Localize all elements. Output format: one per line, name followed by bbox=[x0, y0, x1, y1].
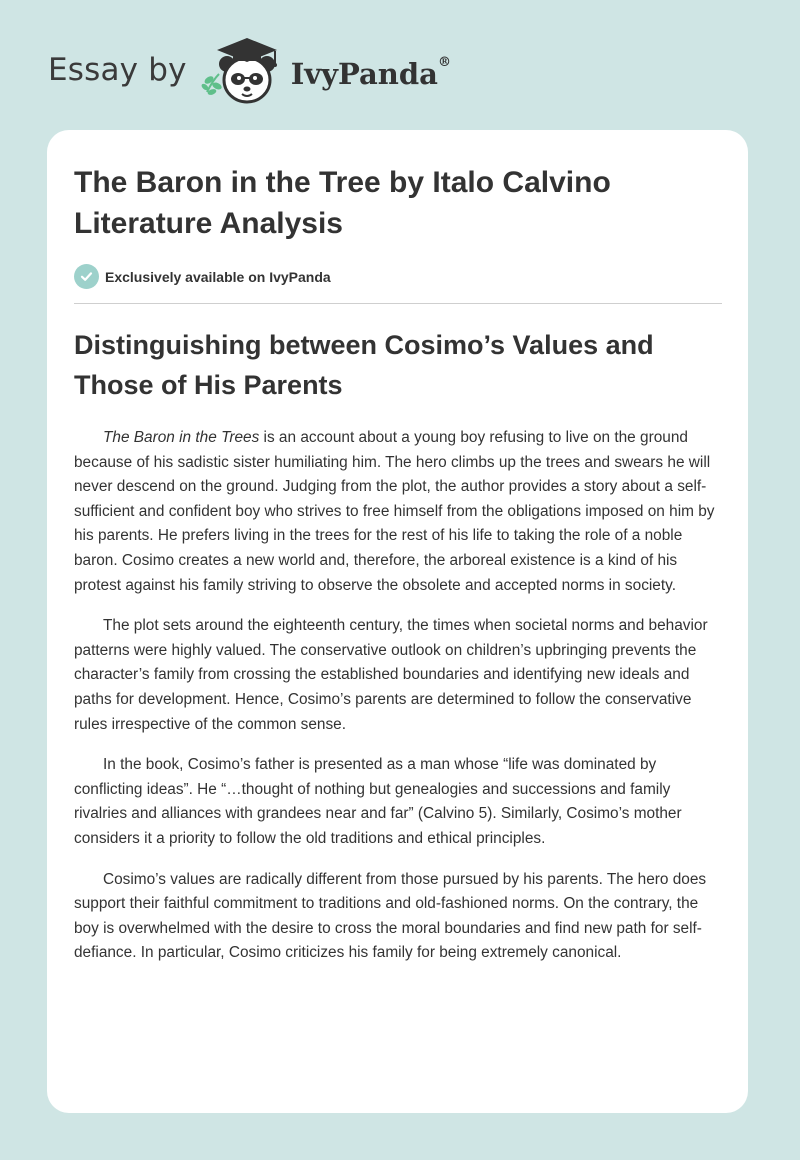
brand-name[interactable] bbox=[291, 57, 451, 91]
panda-logo-icon[interactable] bbox=[197, 34, 289, 110]
paragraph: In the book, Cosimo’s father is presented as a man whose “life was dominated by conflicting ideas”. He “…thought of nothing but genealogies and successions and family rivalries and alliances with grandees near and far” (Calvino 5). Similarly, Cosimo’s mother considers it a priority to follow the old traditions and ethical principles. bbox=[74, 756, 682, 847]
book-title-italic: The Baron in the Trees bbox=[103, 429, 260, 446]
essay-by-label: Essay by bbox=[48, 52, 187, 88]
brand-text: IvyPanda bbox=[290, 57, 438, 91]
exclusive-badge bbox=[74, 264, 331, 289]
paragraph bbox=[74, 426, 725, 598]
exclusive-label: Exclusively available on IvyPanda bbox=[105, 268, 331, 285]
paragraph-text: is an account about a young boy refusing to live on the ground because of his sadistic sister humiliating him. The hero climbs up the trees and swears he will never descend on the ground. Judging from the plot, the author provides a story about a self-sufficient and confident boy who strives to free himself from the obligations imposed on him by his parents. He prefers living in the trees for the rest of his life to taking the role of a noble baron. Cosimo creates a new world and, therefore, the arboreal existence is a kind of his protest against his family striving to observe the obsolete and accepted norms in society. bbox=[74, 429, 715, 594]
section-heading: Distinguishing between Cosimo’s Values and Those of His Parents bbox=[74, 330, 654, 400]
page-title: The Baron in the Tree by Italo Calvino Literature Analysis bbox=[74, 166, 611, 240]
checkmark-icon bbox=[74, 264, 99, 289]
site-header bbox=[48, 34, 451, 110]
essay-body bbox=[74, 426, 725, 982]
divider bbox=[74, 303, 722, 304]
essay-card bbox=[47, 130, 748, 1113]
paragraph: The plot sets around the eighteenth century, the times when societal norms and behavior patterns were highly valued. The conservative outlook on children’s upbringing prevents the character’s family from crossing the established boundaries and identifying new ideals and paths for development. Hence, Cosimo’s parents are determined to follow the conservative rules irrespective of the common sense. bbox=[74, 617, 708, 733]
paragraph: Cosimo’s values are radically different from those pursued by his parents. The hero does support their faithful commitment to traditions and old-fashioned norms. On the contrary, the boy is overwhelmed with the desire to cross the moral boundaries and find new path for self-defiance. In particular, Cosimo criticizes his family for being extremely canonical. bbox=[74, 870, 707, 962]
leaf-icon bbox=[200, 74, 222, 96]
registered-mark: ® bbox=[437, 55, 451, 70]
